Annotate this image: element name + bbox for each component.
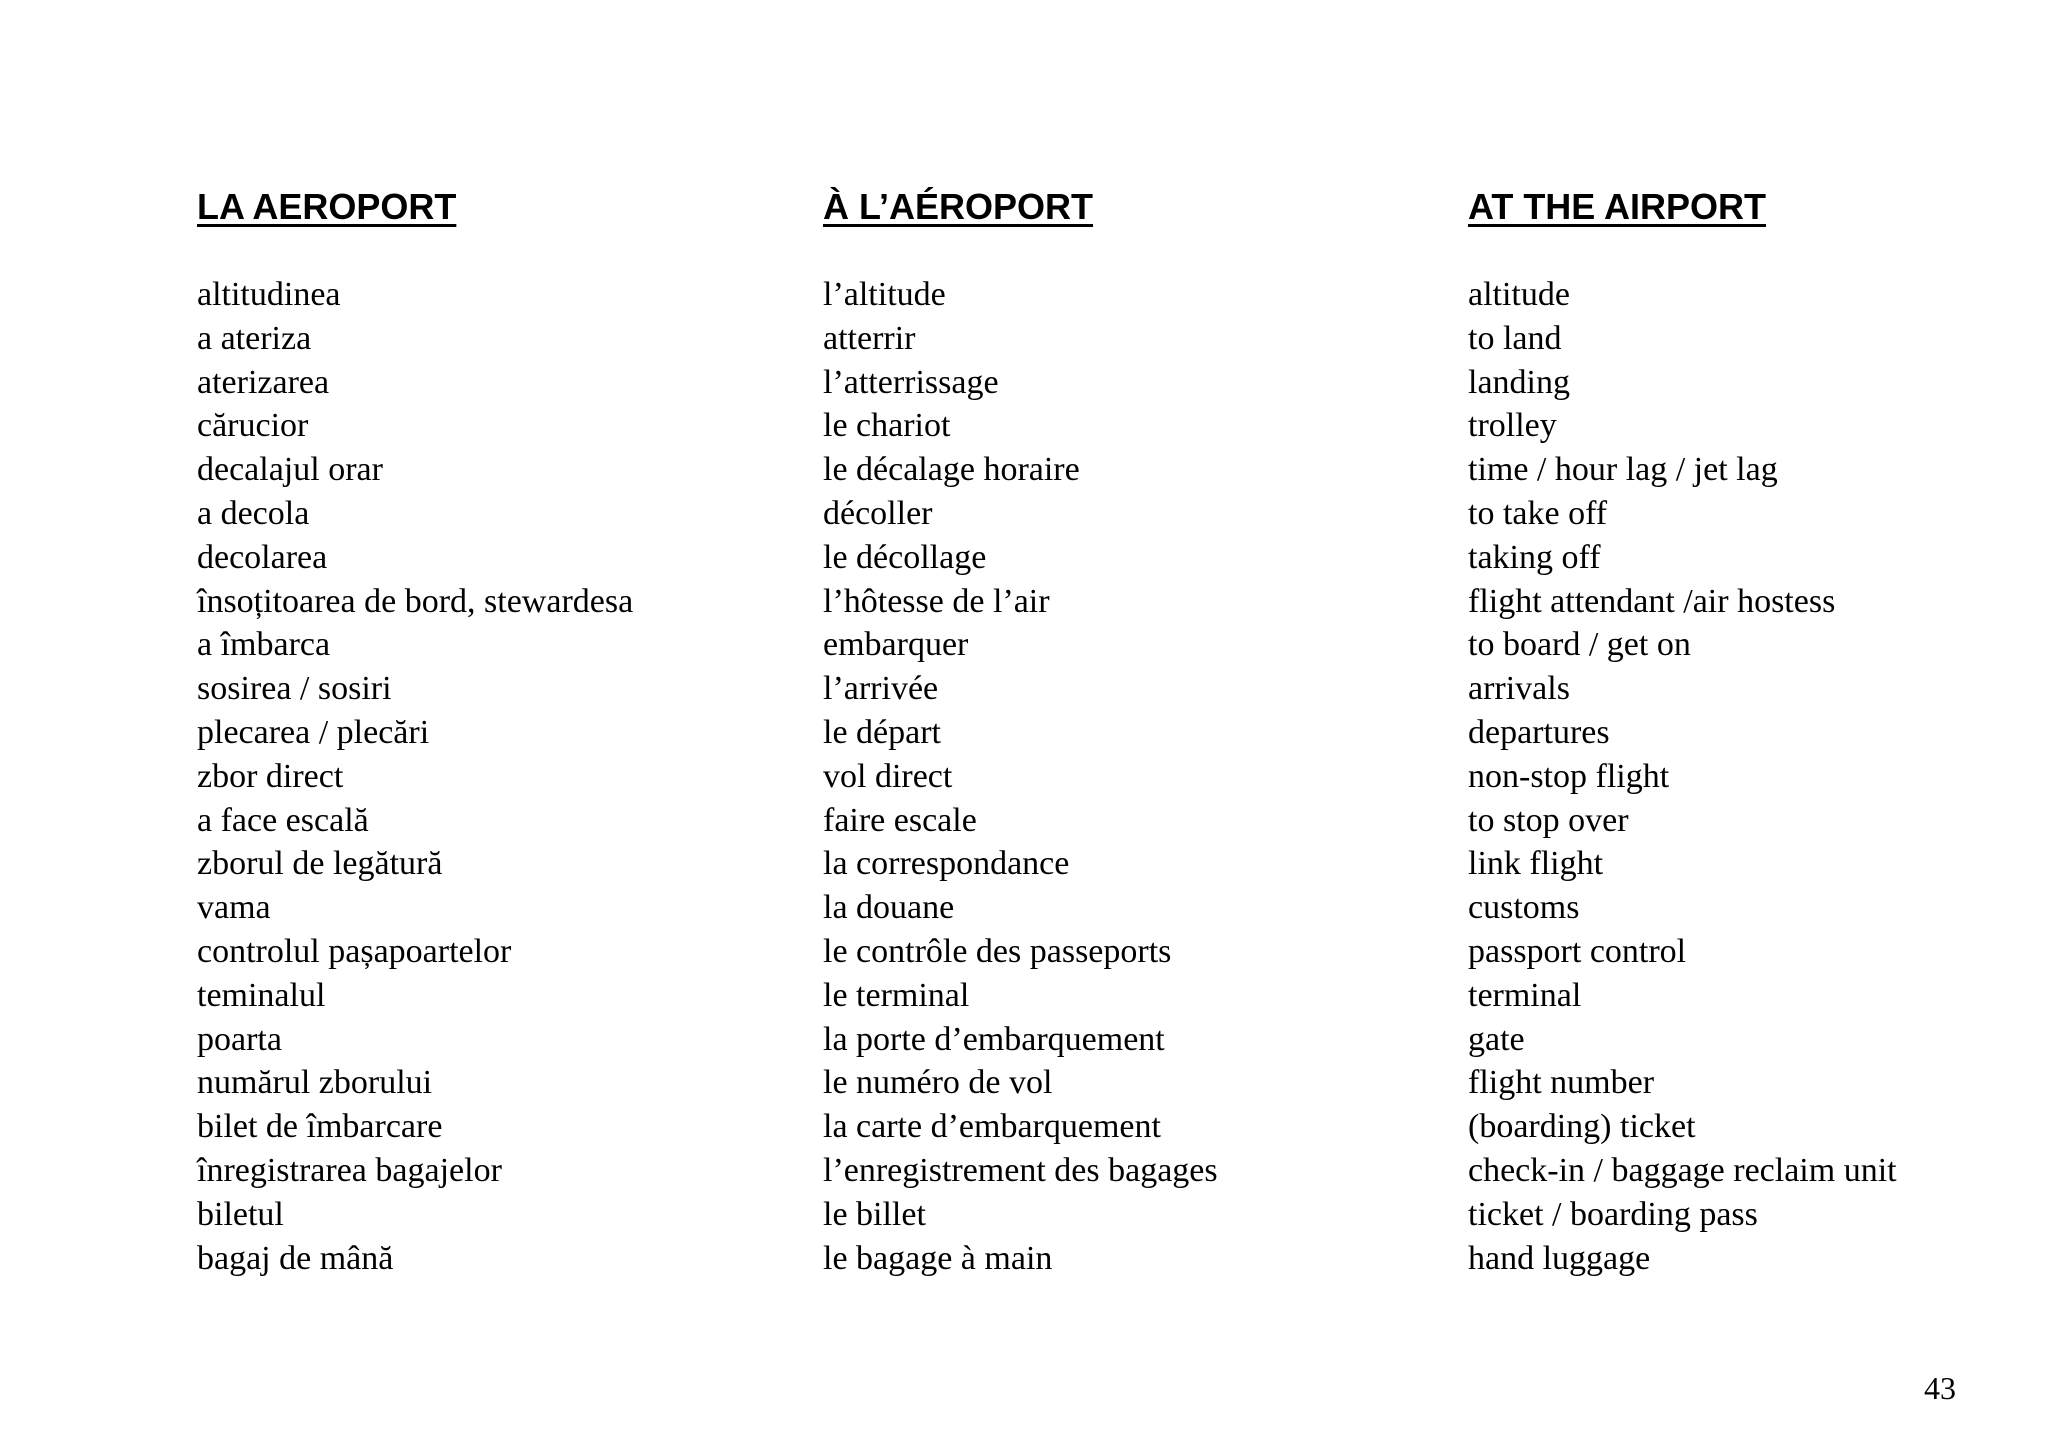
french-term: l’hôtesse de l’air bbox=[823, 582, 1050, 620]
romanian-term: biletul bbox=[197, 1195, 284, 1233]
romanian-term: cărucior bbox=[197, 407, 309, 445]
french-term: l’atterrissage bbox=[823, 363, 999, 401]
english-term: flight number bbox=[1468, 1064, 1655, 1102]
english-term: link flight bbox=[1468, 845, 1604, 883]
french-term: vol direct bbox=[823, 757, 953, 795]
french-term: le billet bbox=[823, 1195, 926, 1233]
english-term: trolley bbox=[1468, 407, 1557, 445]
romanian-term: plecarea / plecări bbox=[197, 713, 430, 751]
romanian-term: altitudinea bbox=[197, 276, 341, 313]
romanian-term: a decola bbox=[197, 494, 310, 532]
french-term: le décollage bbox=[823, 538, 987, 576]
romanian-term: vama bbox=[197, 889, 271, 927]
french-term: le numéro de vol bbox=[823, 1064, 1053, 1102]
romanian-term: însoțitoarea de bord, stewardesa bbox=[197, 582, 634, 620]
english-heading: AT THE AIRPORT bbox=[1468, 186, 1766, 227]
english-term-list bbox=[1468, 273, 1897, 1280]
english-term: landing bbox=[1468, 363, 1570, 401]
english-term: gate bbox=[1468, 1020, 1525, 1058]
romanian-term: poarta bbox=[197, 1020, 282, 1058]
english-term: (boarding) ticket bbox=[1468, 1108, 1696, 1146]
romanian-term: controlul pașapoartelor bbox=[197, 932, 512, 970]
french-term: le départ bbox=[823, 713, 941, 751]
romanian-term: zbor direct bbox=[197, 757, 344, 795]
romanian-term: sosirea / sosiri bbox=[197, 670, 392, 708]
french-term: la carte d’embarquement bbox=[823, 1108, 1161, 1146]
english-term: to take off bbox=[1468, 494, 1608, 532]
romanian-term: a face escală bbox=[197, 801, 369, 839]
romanian-term: bagaj de mână bbox=[197, 1239, 394, 1277]
french-term: la porte d’embarquement bbox=[823, 1020, 1165, 1058]
english-term: to board / get on bbox=[1468, 626, 1691, 664]
french-term: l’enregistrement des bagages bbox=[823, 1151, 1218, 1189]
english-term: to stop over bbox=[1468, 801, 1629, 839]
romanian-term: decalajul orar bbox=[197, 451, 383, 489]
french-term: le bagage à main bbox=[823, 1239, 1053, 1277]
french-term: le terminal bbox=[823, 976, 970, 1014]
french-term: le chariot bbox=[823, 407, 951, 445]
french-term: la correspondance bbox=[823, 845, 1070, 883]
romanian-term: zborul de legătură bbox=[197, 845, 443, 883]
english-term: flight attendant /air hostess bbox=[1468, 582, 1836, 620]
english-term: check-in / baggage reclaim unit bbox=[1468, 1151, 1897, 1189]
romanian-term: a ateriza bbox=[197, 319, 312, 357]
french-heading: À L’AÉROPORT bbox=[823, 186, 1094, 227]
french-term: la douane bbox=[823, 889, 955, 927]
romanian-term-list bbox=[197, 273, 633, 1280]
romanian-heading: LA AEROPORT bbox=[197, 186, 457, 227]
romanian-term: numărul zborului bbox=[197, 1064, 433, 1102]
romanian-term: aterizarea bbox=[197, 363, 330, 401]
french-term: l’altitude bbox=[823, 276, 946, 313]
english-term: customs bbox=[1468, 889, 1580, 927]
romanian-term: decolarea bbox=[197, 538, 328, 576]
english-term: non-stop flight bbox=[1468, 757, 1670, 795]
french-term: le contrôle des passeports bbox=[823, 932, 1172, 970]
english-term: hand luggage bbox=[1468, 1239, 1651, 1277]
english-term: taking off bbox=[1468, 538, 1601, 576]
english-term: ticket / boarding pass bbox=[1468, 1195, 1758, 1233]
french-term: atterrir bbox=[823, 319, 916, 357]
romanian-column bbox=[197, 185, 634, 1277]
romanian-term: teminalul bbox=[197, 976, 326, 1014]
english-column bbox=[1468, 185, 1897, 1277]
page-number: 43 bbox=[1924, 1370, 1956, 1406]
romanian-term: a îmbarca bbox=[197, 626, 331, 664]
french-term: faire escale bbox=[823, 801, 977, 839]
french-term: l’arrivée bbox=[823, 670, 939, 708]
french-term: décoller bbox=[823, 494, 933, 532]
french-term: le décalage horaire bbox=[823, 451, 1080, 489]
english-term: to land bbox=[1468, 319, 1562, 357]
english-term: passport control bbox=[1468, 932, 1687, 970]
french-term-list bbox=[823, 273, 1218, 1280]
romanian-term: înregistrarea bagajelor bbox=[197, 1151, 502, 1189]
english-term: time / hour lag / jet lag bbox=[1468, 451, 1778, 489]
french-column bbox=[823, 185, 1218, 1277]
english-term: altitude bbox=[1468, 276, 1570, 313]
english-term: terminal bbox=[1468, 976, 1582, 1014]
english-term: departures bbox=[1468, 713, 1610, 751]
romanian-term: bilet de îmbarcare bbox=[197, 1108, 443, 1146]
french-term: embarquer bbox=[823, 626, 969, 664]
english-term: arrivals bbox=[1468, 670, 1570, 708]
